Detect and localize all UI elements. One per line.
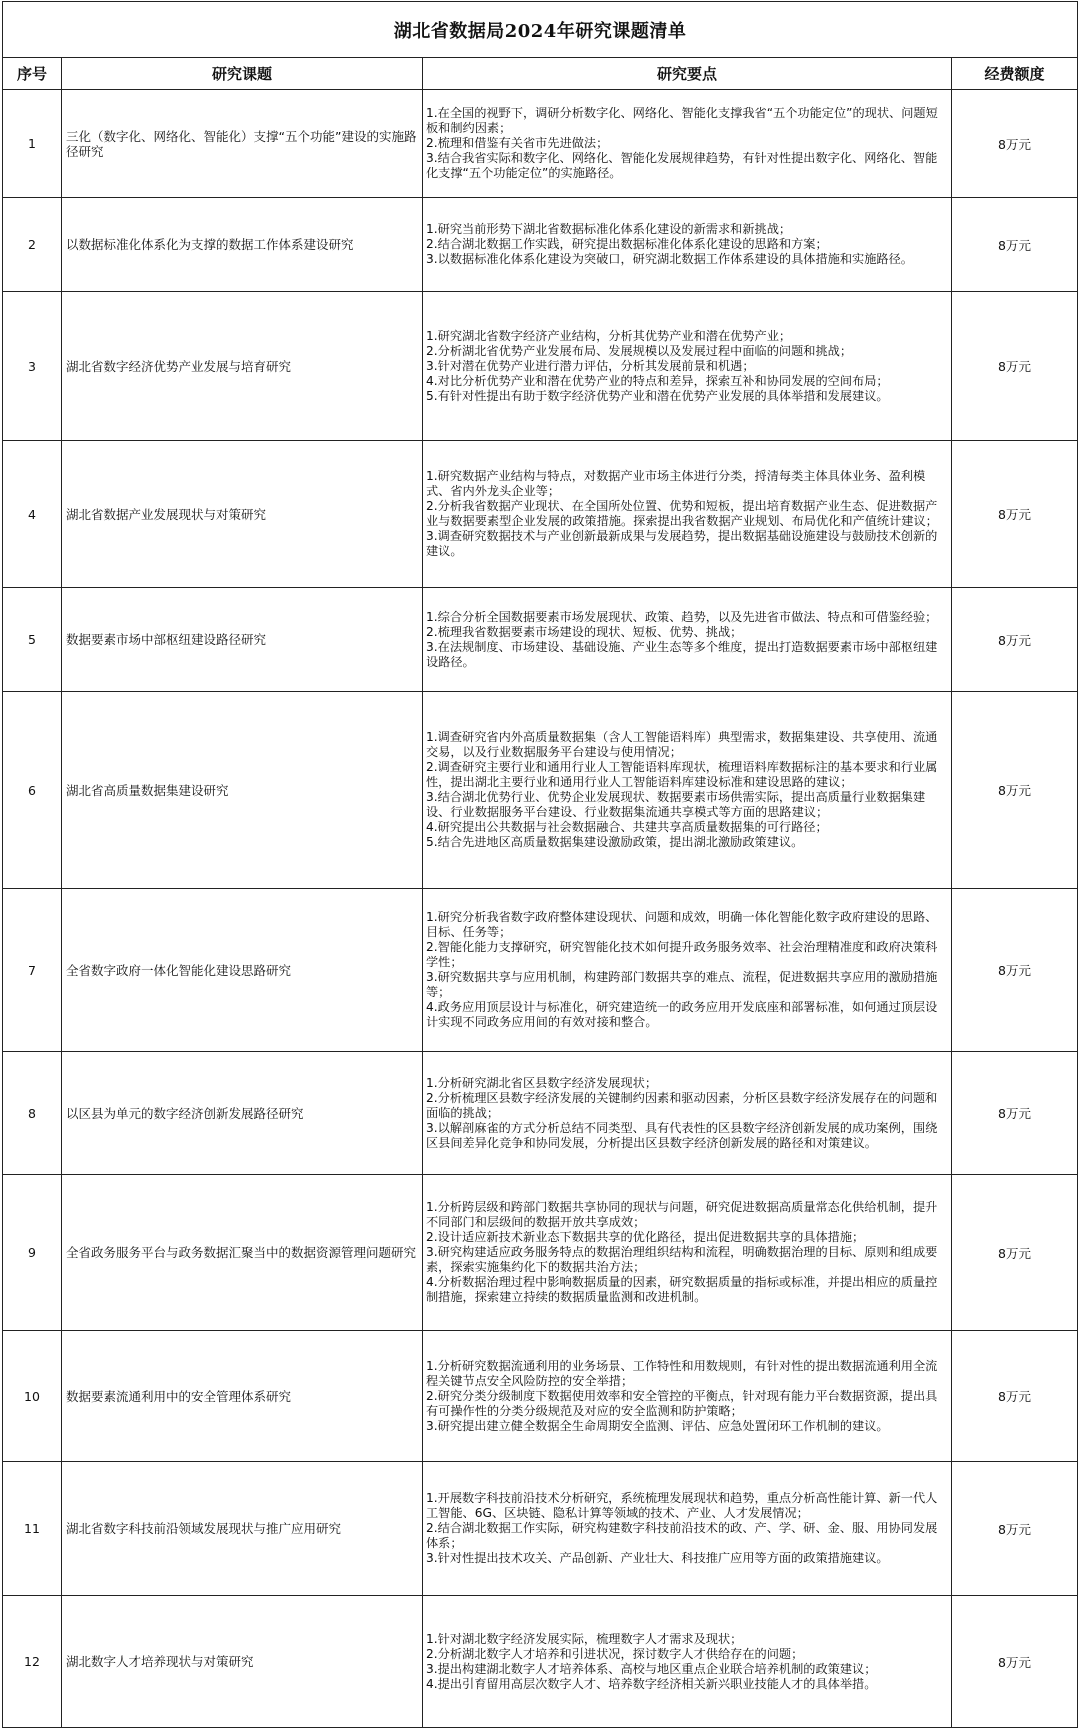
header-serial-number: 序号: [3, 58, 62, 90]
row-research-topic: 数据要素市场中部枢纽建设路径研究: [62, 588, 423, 692]
table-row: [3, 90, 1078, 198]
research-point-item: 3.研究数据共享与应用机制，构建跨部门数据共享的难点、流程，促进数据共享应用的激励措施等；: [426, 970, 938, 999]
row-research-points: [423, 692, 952, 889]
table-row: [3, 1052, 1078, 1175]
row-research-topic: 湖北省数字科技前沿领域发展现状与推广应用研究: [62, 1462, 423, 1596]
row-serial-number: 2: [3, 198, 62, 292]
row-serial-number: 4: [3, 441, 62, 588]
header-research-points: 研究要点: [423, 58, 952, 90]
research-point-item: 3.结合湖北优势行业、优势企业发展现状、数据要素市场供需实际，提出高质量行业数据集建设、行业数据服务平台建设、行业数据集流通共享模式等方面的思路建议；: [426, 790, 926, 819]
row-serial-number: 1: [3, 90, 62, 198]
document-title: 湖北省数据局2024年研究课题清单: [3, 2, 1078, 58]
row-serial-number: 10: [3, 1331, 62, 1462]
row-funding-amount: 8万元: [952, 90, 1078, 198]
row-serial-number: 9: [3, 1175, 62, 1331]
row-research-topic: 湖北省数据产业发展现状与对策研究: [62, 441, 423, 588]
research-point-item: 4.分析数据治理过程中影响数据质量的因素，研究数据质量的指标或标准，并提出相应的质量控制措施，探索建立持续的数据质量监测和改进机制。: [426, 1275, 938, 1304]
research-point-item: 3.研究构建适应政务服务特点的数据治理组织结构和流程，明确数据治理的目标、原则和组成要素，探索实施集约化下的数据共治方法；: [426, 1245, 938, 1274]
research-point-item: 3.针对潜在优势产业进行潜力评估，分析其发展前景和机遇；: [426, 358, 755, 373]
research-point-item: 2.分析我省数据产业现状、在全国所处位置、优势和短板，提出培育数据产业生态、促进数据产业与数据要素型企业发展的政策措施。探索提出我省数据产业规划、布局优化和产值统计建议；: [426, 499, 938, 528]
table-row: [3, 1462, 1078, 1596]
row-funding-amount: 8万元: [952, 1596, 1078, 1728]
research-point-item: 2.智能化能力支撑研究，研究智能化技术如何提升政务服务效率、社会治理精准度和政府决策科学性；: [426, 940, 938, 969]
research-point-item: 4.政务应用顶层设计与标准化，研究建造统一的政务应用开发底座和部署标准，如何通过顶层设计实现不同政务应用间的有效对接和整合。: [426, 1000, 938, 1029]
table-row: [3, 441, 1078, 588]
research-topic-table: [2, 1, 1078, 1728]
research-point-item: 5.结合先进地区高质量数据集建设激励政策，提出湖北激励政策建议。: [426, 835, 804, 849]
research-point-item: 2.结合湖北数据工作实践，研究提出数据标准化体系化建设的思路和方案；: [426, 237, 828, 251]
research-point-item: 1.调查研究省内外高质量数据集（含人工智能语料库）典型需求，数据集建设、共享使用、流通交易，以及行业数据服务平台建设与使用情况；: [426, 730, 938, 759]
row-research-topic: 全省数字政府一体化智能化建设思路研究: [62, 889, 423, 1052]
table-row: [3, 692, 1078, 889]
research-topic-list-document: [2, 1, 1077, 1728]
header-research-topic: 研究课题: [62, 58, 423, 90]
row-research-points: [423, 889, 952, 1052]
row-research-points: [423, 90, 952, 198]
row-research-topic: 湖北省高质量数据集建设研究: [62, 692, 423, 889]
row-research-points: [423, 292, 952, 441]
row-research-points: [423, 1175, 952, 1331]
research-point-item: 2.梳理和借鉴有关省市先进做法；: [426, 136, 609, 150]
row-research-topic: 湖北省数字经济优势产业发展与培育研究: [62, 292, 423, 441]
research-point-item: 2.研究分类分级制度下数据使用效率和安全管控的平衡点，针对现有能力平台数据资源，提出具有可操作性的分类分级规范及对应的安全监测和防护策略；: [426, 1388, 938, 1418]
table-row: [3, 292, 1078, 441]
research-point-item: 1.分析研究数据流通利用的业务场景、工作特性和用数规则，有针对性的提出数据流通利用全流程关键节点安全风险防控的安全举措；: [426, 1358, 938, 1388]
research-point-item: 4.提出引育留用高层次数字人才、培养数字经济相关新兴职业技能人才的具体举措。: [426, 1676, 877, 1691]
row-funding-amount: 8万元: [952, 889, 1078, 1052]
research-point-item: 3.在法规制度、市场建设、基础设施、产业生态等多个维度，提出打造数据要素市场中部枢纽建设路径。: [426, 639, 938, 669]
research-point-item: 1.研究当前形势下湖北省数据标准化体系化建设的新需求和新挑战；: [426, 222, 792, 236]
row-serial-number: 5: [3, 588, 62, 692]
research-point-item: 1.开展数字科技前沿技术分析研究，系统梳理发展现状和趋势，重点分析高性能计算、新一代人工智能、6G、区块链、隐私计算等领域的技术、产业、人才发展情况；: [426, 1491, 938, 1520]
table-row: [3, 1331, 1078, 1462]
research-point-item: 3.提出构建湖北数字人才培养体系、高校与地区重点企业联合培养机制的政策建议；: [426, 1661, 877, 1676]
row-research-topic: 以区县为单元的数字经济创新发展路径研究: [62, 1052, 423, 1175]
row-research-points: [423, 198, 952, 292]
row-research-topic: 数据要素流通利用中的安全管理体系研究: [62, 1331, 423, 1462]
research-point-item: 3.调查研究数据技术与产业创新最新成果与发展趋势，提出数据基础设施建设与鼓励技术创新的建议。: [426, 529, 938, 558]
research-point-item: 1.在全国的视野下，调研分析数字化、网络化、智能化支撑我省“五个功能定位”的现状、问题短板和制约因素；: [426, 106, 938, 135]
research-point-item: 3.针对性提出技术攻关、产品创新、产业壮大、科技推广应用等方面的政策措施建议。: [426, 1551, 889, 1565]
table-row: [3, 889, 1078, 1052]
row-funding-amount: 8万元: [952, 292, 1078, 441]
row-serial-number: 3: [3, 292, 62, 441]
row-research-points: [423, 1052, 952, 1175]
row-research-topic: 三化（数字化、网络化、智能化）支撑“五个功能”建设的实施路径研究: [62, 90, 423, 198]
research-point-item: 1.针对湖北数字经济发展实际，梳理数字人才需求及现状；: [426, 1631, 743, 1646]
row-research-topic: 全省政务服务平台与政务数据汇聚当中的数据资源管理问题研究: [62, 1175, 423, 1331]
research-point-item: 3.研究提出建立健全数据全生命周期安全监测、评估、应急处置闭环工作机制的建议。: [426, 1418, 889, 1433]
research-point-item: 1.综合分析全国数据要素市场发展现状、政策、趋势，以及先进省市做法、特点和可借鉴经验；: [426, 609, 938, 624]
research-point-item: 3.以解剖麻雀的方式分析总结不同类型、具有代表性的区县数字经济创新发展的成功案例，围绕区县间差异化竞争和协同发展，分析提出区县数字经济创新发展的路径和对策建议。: [426, 1120, 938, 1150]
research-point-item: 2.梳理我省数据要素市场建设的现状、短板、优势、挑战；: [426, 624, 743, 639]
research-point-item: 1.分析研究湖北省区县数字经济发展现状；: [426, 1075, 658, 1090]
research-point-item: 5.有针对性提出有助于数字经济优势产业和潜在优势产业发展的具体举措和发展建议。: [426, 388, 889, 403]
row-serial-number: 12: [3, 1596, 62, 1728]
table-body: [3, 90, 1078, 1728]
research-point-item: 2.设计适应新技术新业态下数据共享的优化路径，提出促进数据共享的具体措施；: [426, 1230, 865, 1244]
research-point-item: 2.分析梳理区县数字经济发展的关键制约因素和驱动因素，分析区县数字经济发展存在的问题和面临的挑战；: [426, 1090, 938, 1120]
row-serial-number: 6: [3, 692, 62, 889]
research-point-item: 1.研究湖北省数字经济产业结构，分析其优势产业和潜在优势产业；: [426, 328, 792, 343]
research-point-item: 4.对比分析优势产业和潜在优势产业的特点和差异，探索互补和协同发展的空间布局；: [426, 373, 889, 388]
row-funding-amount: 8万元: [952, 198, 1078, 292]
row-funding-amount: 8万元: [952, 588, 1078, 692]
row-research-points: [423, 588, 952, 692]
row-funding-amount: 8万元: [952, 1175, 1078, 1331]
row-research-topic: 以数据标准化体系化为支撑的数据工作体系建设研究: [62, 198, 423, 292]
row-funding-amount: 8万元: [952, 441, 1078, 588]
research-point-item: 3.以数据标准化体系化建设为突破口，研究湖北数据工作体系建设的具体措施和实施路径。: [426, 252, 913, 266]
table-row: [3, 1175, 1078, 1331]
research-point-item: 2.分析湖北省优势产业发展布局、发展规模以及发展过程中面临的问题和挑战；: [426, 343, 853, 358]
row-funding-amount: 8万元: [952, 1052, 1078, 1175]
research-point-item: 1.分析跨层级和跨部门数据共享协同的现状与问题，研究促进数据高质量常态化供给机制，提升不同部门和层级间的数据开放共享成效；: [426, 1200, 938, 1229]
table-row: [3, 1596, 1078, 1728]
research-point-item: 4.研究提出公共数据与社会数据融合、共建共享高质量数据集的可行路径；: [426, 820, 828, 834]
row-research-points: [423, 441, 952, 588]
row-funding-amount: 8万元: [952, 692, 1078, 889]
research-point-item: 2.调查研究主要行业和通用行业人工智能语料库现状，梳理语料库数据标注的基本要求和行业属性，提出湖北主要行业和通用行业人工智能语料库建设标准和建设思路的建议；: [426, 760, 938, 789]
research-point-item: 2.分析湖北数字人才培养和引进状况，探讨数字人才供给存在的问题；: [426, 1646, 804, 1661]
header-funding-amount: 经费额度: [952, 58, 1078, 90]
row-funding-amount: 8万元: [952, 1462, 1078, 1596]
row-funding-amount: 8万元: [952, 1331, 1078, 1462]
row-research-points: [423, 1462, 952, 1596]
row-serial-number: 8: [3, 1052, 62, 1175]
table-row: [3, 588, 1078, 692]
research-point-item: 2.结合湖北数据工作实际，研究构建数字科技前沿技术的政、产、学、研、金、服、用协同发展体系；: [426, 1521, 938, 1550]
row-research-points: [423, 1331, 952, 1462]
research-point-item: 3.结合我省实际和数字化、网络化、智能化发展规律趋势，有针对性提出数字化、网络化、智能化支撑“五个功能定位”的实施路径。: [426, 151, 938, 180]
research-point-item: 1.研究分析我省数字政府整体建设现状、问题和成效，明确一体化智能化数字政府建设的思路、目标、任务等；: [426, 910, 938, 939]
row-research-points: [423, 1596, 952, 1728]
research-point-item: 1.研究数据产业结构与特点，对数据产业市场主体进行分类，捋清每类主体具体业务、盈利模式、省内外龙头企业等；: [426, 469, 926, 498]
row-research-topic: 湖北数字人才培养现状与对策研究: [62, 1596, 423, 1728]
table-row: [3, 198, 1078, 292]
row-serial-number: 11: [3, 1462, 62, 1596]
row-serial-number: 7: [3, 889, 62, 1052]
